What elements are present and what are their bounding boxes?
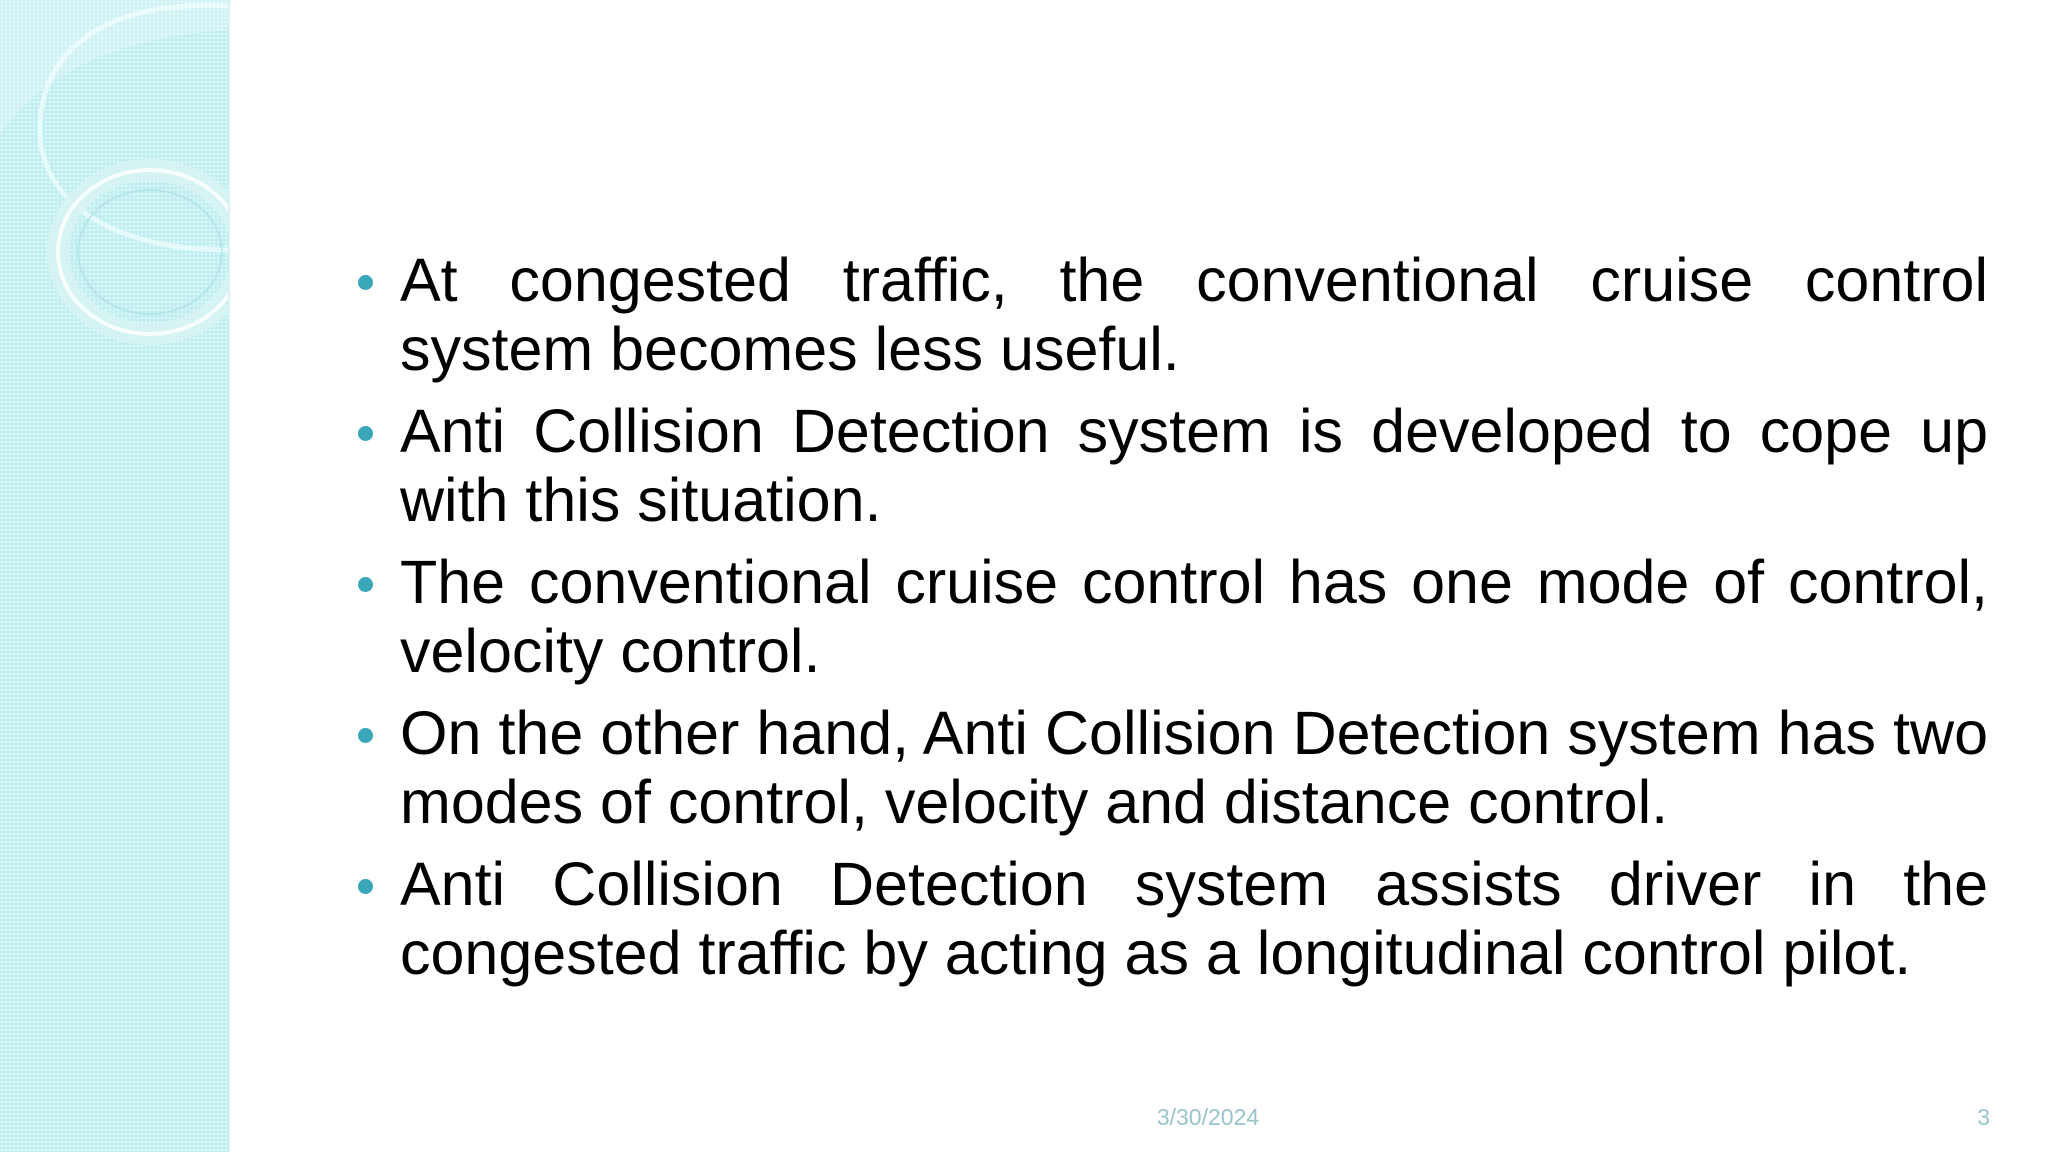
bullet-text: At congested traffic, the conventional cruise control system becomes less useful. (400, 246, 1988, 383)
bullet-item (352, 850, 1988, 988)
bullet-dot-icon (358, 728, 373, 743)
bullet-text: The conventional cruise control has one mode of control, velocity control. (400, 548, 1988, 685)
bullet-item (352, 699, 1988, 837)
slide-content (352, 246, 1988, 1001)
bullet-dot-icon (358, 275, 373, 290)
bullet-text: Anti Collision Detection system is developed to cope up with this situation. (400, 397, 1988, 534)
bullet-item (352, 246, 1988, 384)
decorative-side-panel (0, 0, 230, 1152)
footer-page-number: 3 (1977, 1104, 1990, 1130)
bullet-dot-icon (358, 577, 373, 592)
bullet-dot-icon (358, 879, 373, 894)
bullet-item (352, 548, 1988, 686)
bullet-list (352, 246, 1988, 988)
bullet-text: On the other hand, Anti Collision Detection system has two modes of control, velocity and distance control. (400, 699, 1988, 836)
bullet-item (352, 397, 1988, 535)
bullet-text: Anti Collision Detection system assists driver in the congested traffic by acting as a longitudinal control pilot. (400, 850, 1988, 987)
footer-date: 3/30/2024 (1156, 1104, 1260, 1130)
bullet-dot-icon (358, 426, 373, 441)
decorative-rings-graphic (0, 0, 228, 1152)
